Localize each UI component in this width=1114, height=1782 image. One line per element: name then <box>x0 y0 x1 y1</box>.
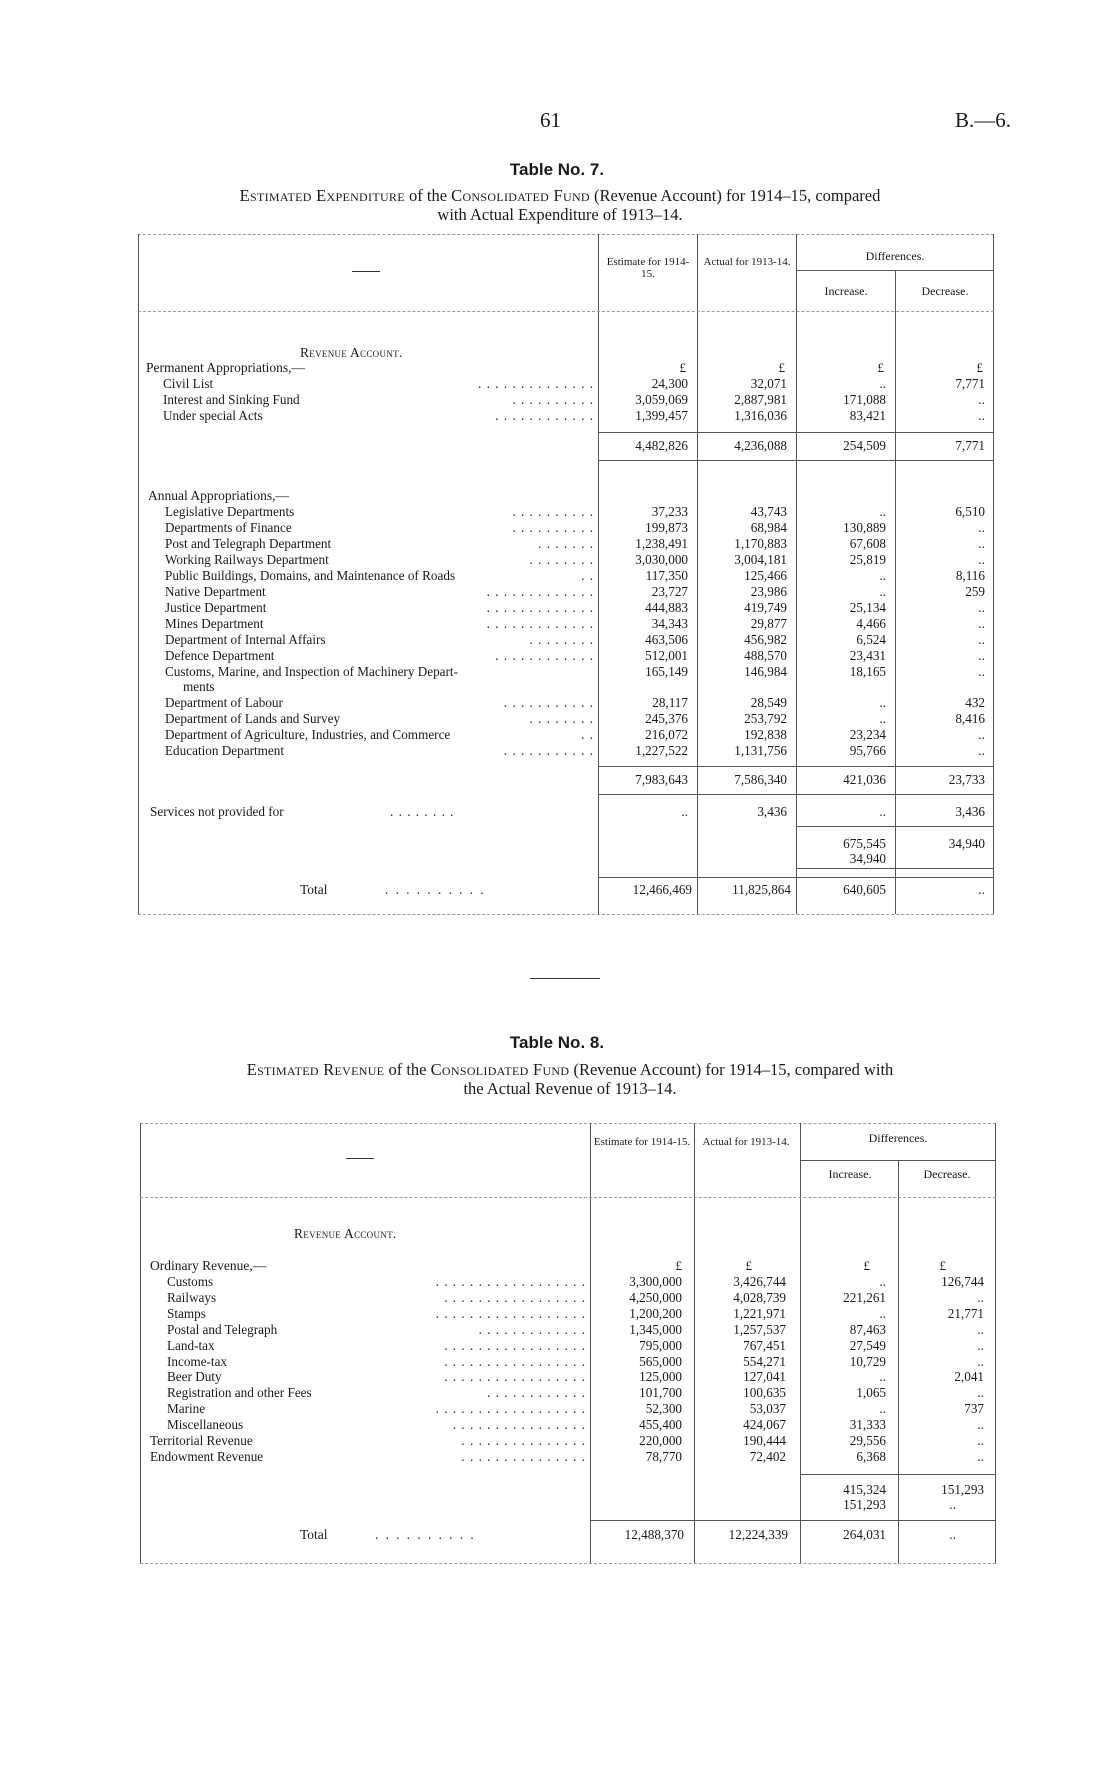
table7-annual-row-estimate: 34,343 <box>651 615 688 631</box>
table7-col-actual: Actual for 1913-14. <box>703 256 791 268</box>
table8-row-estimate: 795,000 <box>639 1337 682 1353</box>
table7-col-differences: Differences. <box>865 249 925 263</box>
table7-annual-row-decrease: .. <box>978 599 985 615</box>
table7-annual-row-dots: . . . . . . . . . . . . <box>495 647 594 663</box>
table7-total-decrease: .. <box>978 882 985 897</box>
table7-currency-estimate: £ <box>679 360 686 375</box>
table7-annual-row-decrease: .. <box>978 519 985 535</box>
table8-row-decrease: .. <box>977 1448 984 1464</box>
table7-annual-row-label: Defence Department <box>165 647 275 663</box>
table8-row-actual: 4,028,739 <box>733 1289 786 1305</box>
table7-annual-row-dots: . . <box>581 727 594 743</box>
table7-annual-row-actual: 29,877 <box>750 615 787 631</box>
table8-row-actual: 1,257,537 <box>733 1321 786 1337</box>
table7-desc-part1: Estimated Expenditure <box>239 186 405 205</box>
table7-annual-row-decrease: .. <box>978 743 985 759</box>
table7-annual-row-actual: 43,743 <box>750 504 787 519</box>
table8-row-dots: . . . . . . . . . . . . . . . . . <box>444 1353 586 1369</box>
table8-row-dots: . . . . . . . . . . . . . . . . . <box>444 1337 586 1353</box>
table8-row-decrease: .. <box>977 1385 984 1401</box>
table7-total-estimate: 12,466,469 <box>632 882 692 897</box>
table7-annual-row-actual: 146,984 <box>744 663 787 679</box>
table8-total-rule <box>590 1520 995 1521</box>
table8-row-estimate: 1,200,200 <box>629 1305 682 1321</box>
page-number: 61 <box>540 108 561 132</box>
table7-annual-row-decrease: 432 <box>965 695 985 711</box>
table7-annual-row-actual: 3,004,181 <box>734 551 787 567</box>
table8-row-dots: . . . . . . . . . . . . <box>487 1385 586 1401</box>
table7-annual-row-label: Departments of Finance <box>165 519 292 535</box>
table8-row-actual: 1,221,971 <box>733 1305 786 1321</box>
table7-perm-subtotal-estimate: 4,482,826 <box>635 438 688 453</box>
table7-annual-row-estimate: 216,072 <box>645 727 688 743</box>
table7-services-estimate: .. <box>681 804 688 819</box>
table7-perm-subtotal-increase: 254,509 <box>843 438 886 453</box>
table7-annual-row-label: ments <box>183 679 215 695</box>
table7-annual-row-dots: . . . . . . . . . . <box>512 504 594 519</box>
table7-annual-row-label: Department of Labour <box>165 695 283 711</box>
table8-row-estimate: 125,000 <box>639 1369 682 1385</box>
table7-total-dots: . . . . . . . . . . <box>385 882 486 897</box>
table8-row-estimate: 4,250,000 <box>629 1289 682 1305</box>
table7-annual-row-increase: 95,766 <box>849 743 886 759</box>
table8-row-increase: 6,368 <box>856 1448 886 1464</box>
table8-summary-decrease-1: 151,293 <box>941 1482 984 1497</box>
table8-section-heading: Revenue Account. <box>294 1226 397 1241</box>
table7-annual-row-decrease: .. <box>978 647 985 663</box>
table8-row-actual: 190,444 <box>743 1433 786 1448</box>
table7-annual-row-increase: .. <box>879 567 886 583</box>
table8-row-increase: 29,556 <box>849 1433 886 1448</box>
table8-row-decrease: 2,041 <box>954 1369 984 1385</box>
table7-annual-row-decrease: .. <box>978 727 985 743</box>
table7-annual-row-estimate: 1,227,522 <box>635 743 688 759</box>
table8-row-label: Beer Duty <box>167 1369 222 1385</box>
table8-row-label: Miscellaneous <box>167 1417 244 1433</box>
table7-currency-decrease: £ <box>976 360 983 375</box>
table7-perm-row-decrease: 7,771 <box>955 376 985 391</box>
table7-annual-row-increase: 23,234 <box>849 727 886 743</box>
table7-annual-row-actual: 1,131,756 <box>734 743 787 759</box>
table7-annual-row-label: Public Buildings, Domains, and Maintenance of Roads <box>165 567 456 583</box>
table8-row-label: Endowment Revenue <box>150 1448 264 1464</box>
table8-row-dots: . . . . . . . . . . . . . <box>478 1321 586 1337</box>
table8-total-dots: . . . . . . . . . . <box>375 1527 476 1542</box>
table7-annual-row-estimate: 23,727 <box>651 583 688 599</box>
table7-annual-row-label: Justice Department <box>165 599 267 615</box>
table8-row-actual: 100,635 <box>743 1385 786 1401</box>
table7-annual-row-estimate: 512,001 <box>645 647 688 663</box>
table7-annual-row-estimate: 1,238,491 <box>635 535 688 551</box>
table8-row-decrease: .. <box>977 1289 984 1305</box>
table8-col-increase: Increase. <box>828 1167 872 1181</box>
table8-row-label: Marine <box>167 1401 206 1417</box>
table8-row-actual: 127,041 <box>743 1369 786 1385</box>
table8-row-estimate: 3,300,000 <box>629 1274 682 1289</box>
table7-total-actual: 11,825,864 <box>732 882 791 897</box>
table7-annual-row-dots: . . . . . . . . <box>529 711 594 727</box>
table7-annual-row-increase: .. <box>879 504 886 519</box>
table7-annual-row-actual: 68,984 <box>750 519 787 535</box>
table7-perm-row-actual: 32,071 <box>750 376 787 391</box>
table8-row-estimate: 78,770 <box>645 1448 682 1464</box>
table8-row-dots: . . . . . . . . . . . . . . . . . . <box>435 1305 586 1321</box>
table8-total-label: Total <box>300 1527 328 1542</box>
table8-row-dots: . . . . . . . . . . . . . . . . . . <box>435 1274 586 1289</box>
table7-annual-row-dots: . . . . . . . . . . . . . <box>486 599 594 615</box>
table8-total-actual: 12,224,339 <box>728 1527 788 1542</box>
table8-col-actual: Actual for 1913-14. <box>702 1136 790 1148</box>
table8-col-sep-4 <box>898 1160 899 1563</box>
table8-total-estimate: 12,488,370 <box>624 1527 684 1542</box>
table7-annual-row-label: Post and Telegraph Department <box>165 535 332 551</box>
table7-annual-heading: Annual Appropriations,— <box>148 488 289 503</box>
table7-annual-row-increase: .. <box>879 711 886 727</box>
table7-summary-increase-1: 675,545 <box>843 836 886 851</box>
table7-perm-row-label: Civil List <box>163 376 214 391</box>
table8-row-decrease: 737 <box>964 1401 984 1417</box>
table7-annual-row-decrease: .. <box>978 615 985 631</box>
table8-total-increase: 264,031 <box>843 1527 886 1542</box>
table8-row-label: Customs <box>167 1274 214 1289</box>
table7-annual-row-actual: 192,838 <box>744 727 787 743</box>
table7-desc-part3: Consolidated Fund <box>451 186 590 205</box>
table7-annual-row-decrease: 259 <box>965 583 985 599</box>
table7-annual-row-actual: 253,792 <box>744 711 787 727</box>
table7-perm-row-dots: . . . . . . . . . . . . <box>495 408 594 423</box>
table8-col-decrease: Decrease. <box>923 1167 971 1181</box>
table7-annual-row-label: Mines Department <box>165 615 264 631</box>
table7-section-heading: Revenue Account. <box>300 345 403 360</box>
table8-row-estimate: 52,300 <box>645 1401 682 1417</box>
table7-annual-row-increase: 67,608 <box>849 535 886 551</box>
table7-annual-row-label: Native Department <box>165 583 266 599</box>
table8-row-increase: 221,261 <box>843 1289 886 1305</box>
table7-annual-row-increase: 4,466 <box>856 615 886 631</box>
table8-row-actual: 424,067 <box>743 1417 786 1433</box>
table8-row-label: Income-tax <box>167 1353 228 1369</box>
table8-row-actual: 3,426,744 <box>733 1274 786 1289</box>
table8-total-decrease: .. <box>949 1527 956 1542</box>
table8-right-border <box>995 1123 996 1563</box>
table7-total-increase: 640,605 <box>843 882 886 897</box>
table7-annual-row-decrease: .. <box>978 663 985 679</box>
table7-annual-row-decrease: 6,510 <box>955 504 985 519</box>
table7-annual-row-decrease: .. <box>978 535 985 551</box>
table7-annual-row-estimate: 463,506 <box>645 631 688 647</box>
table8-desc-part4: (Revenue Account) for 1914–15, compared with <box>569 1060 894 1079</box>
table8-row-increase: .. <box>879 1369 886 1385</box>
table8-currency-increase: £ <box>863 1258 870 1273</box>
table7-annual-subtotal-decrease: 23,733 <box>948 772 985 787</box>
table7-annual-row-actual: 28,549 <box>750 695 787 711</box>
table7-annual-row-estimate: 28,117 <box>652 695 688 711</box>
table8-row-decrease: 126,744 <box>941 1274 984 1289</box>
table8-desc-part3: Consolidated Fund <box>430 1060 570 1079</box>
table8-row-decrease: .. <box>977 1337 984 1353</box>
table8-desc-part1: Estimated Revenue <box>246 1060 385 1079</box>
table7-annual-row-increase: 130,889 <box>843 519 886 535</box>
table7-annual-row-increase: .. <box>879 583 886 599</box>
table7-services-increase: .. <box>879 804 886 819</box>
table7-services-dots: . . . . . . . . <box>390 804 455 819</box>
table7-annual-row-dots: . . . . . . . . <box>529 551 594 567</box>
table7-perm-row-increase: 83,421 <box>849 408 886 423</box>
table8-left-border <box>140 1123 141 1563</box>
table7-perm-row-increase: .. <box>879 376 886 391</box>
table8-col-sep-3 <box>800 1123 801 1563</box>
table8-row-label: Railways <box>167 1289 217 1305</box>
table8-row-actual: 554,271 <box>743 1353 786 1369</box>
table7-summary-increase-2: 34,940 <box>849 851 886 866</box>
table8-row-increase: .. <box>879 1274 886 1289</box>
table7-annual-subtotal-increase: 421,036 <box>843 772 886 787</box>
table7-col-increase: Increase. <box>824 284 868 298</box>
table7-annual-row-decrease: .. <box>978 551 985 567</box>
table7-annual-row-actual: 1,170,883 <box>734 535 787 551</box>
table7-annual-row-actual: 125,466 <box>744 567 787 583</box>
table8-row-dots: . . . . . . . . . . . . . . . . . . <box>435 1401 586 1417</box>
table7-annual-row-estimate: 37,233 <box>651 504 688 519</box>
table7-annual-row-dots: . . . . . . . . . . <box>512 519 594 535</box>
table8-row-increase: 87,463 <box>849 1321 886 1337</box>
table7-annual-row-dots: . . . . . . . <box>538 535 594 551</box>
table7-services-label: Services not provided for <box>150 804 284 819</box>
table8-row-decrease: .. <box>977 1353 984 1369</box>
table7-annual-subtotal-actual: 7,586,340 <box>734 772 787 787</box>
table7-annual-row-actual: 419,749 <box>744 599 787 615</box>
table8-summary-increase-2: 151,293 <box>843 1497 886 1512</box>
table7-perm-row-decrease: .. <box>978 392 985 407</box>
table7-annual-row-dots: . . <box>581 567 594 583</box>
table8-row-decrease: .. <box>977 1417 984 1433</box>
table7-annual-row-dots: . . . . . . . . . . . . . <box>486 583 594 599</box>
table8-row-label: Territorial Revenue <box>150 1433 253 1448</box>
table7-perm-row-decrease: .. <box>978 408 985 423</box>
table8-title: Table No. 8. <box>509 1033 605 1052</box>
table8-row-decrease: 21,771 <box>947 1305 984 1321</box>
table7-annual-row-estimate: 199,873 <box>645 519 688 535</box>
table8-row-increase: .. <box>879 1401 886 1417</box>
table7-perm-row-estimate: 3,059,069 <box>635 392 688 407</box>
table7-perm-row-estimate: 24,300 <box>651 376 688 391</box>
table7-annual-row-estimate: 117,350 <box>645 567 688 583</box>
table7-title: Table No. 7. <box>509 160 605 179</box>
table7-perm-row-increase: 171,088 <box>843 392 886 407</box>
table7-annual-row-label: Education Department <box>165 743 285 759</box>
table7-annual-row-increase: 25,134 <box>849 599 886 615</box>
table7-annual-row-increase: 23,431 <box>849 647 886 663</box>
table7-perm-row-estimate: 1,399,457 <box>635 408 688 423</box>
table8-summary-increase-1: 415,324 <box>843 1482 886 1497</box>
table7-annual-row-label: Legislative Departments <box>165 504 295 519</box>
table8-row-dots: . . . . . . . . . . . . . . . <box>461 1448 586 1464</box>
table7-summary-decrease-1: 34,940 <box>948 836 985 851</box>
table7-perm-row-label: Interest and Sinking Fund <box>163 392 300 407</box>
table7-annual-row-increase: .. <box>879 695 886 711</box>
table7-services-decrease: 3,436 <box>955 804 985 819</box>
table7-annual-row-actual: 488,570 <box>744 647 787 663</box>
table7-annual-row-label: Department of Lands and Survey <box>165 711 341 727</box>
table7-annual-row-actual: 456,982 <box>744 631 787 647</box>
table8-currency-decrease: £ <box>939 1258 946 1273</box>
table8-row-increase: 27,549 <box>849 1337 886 1353</box>
table8-row-decrease: .. <box>977 1433 984 1448</box>
table7-desc-part2: of the <box>404 186 452 205</box>
table8-row-actual: 72,402 <box>749 1448 786 1464</box>
table8-row-estimate: 455,400 <box>639 1417 682 1433</box>
table7-annual-row-increase: 6,524 <box>856 631 886 647</box>
table7-annual-row-decrease: 8,416 <box>955 711 985 727</box>
table7-annual-row-estimate: 245,376 <box>645 711 688 727</box>
table8-top-rule <box>140 1123 996 1124</box>
table7-desc-line2: with Actual Expenditure of 1913–14. <box>437 205 683 224</box>
table8-row-label: Postal and Telegraph <box>167 1321 278 1337</box>
table7-col-decrease: Decrease. <box>921 284 969 298</box>
table8-row-increase: .. <box>879 1305 886 1321</box>
table7-perm-row-dots: . . . . . . . . . . . . . . <box>477 376 594 391</box>
table8-row-dots: . . . . . . . . . . . . . . . . . <box>444 1289 586 1305</box>
table7-annual-row-decrease: 8,116 <box>955 567 985 583</box>
table8-row-label: Registration and other Fees <box>167 1385 312 1401</box>
table8-row-actual: 767,451 <box>743 1337 786 1353</box>
table8-bottom-rule <box>140 1563 996 1564</box>
document-reference: B.—6. <box>955 108 1012 132</box>
table8-desc-part2: of the <box>384 1060 431 1079</box>
table7-annual-row-dots: . . . . . . . . . . . <box>503 695 594 711</box>
table7-perm-row-dots: . . . . . . . . . . <box>512 392 594 407</box>
table7-annual-row-increase: 18,165 <box>849 663 886 679</box>
table8-row-dots: . . . . . . . . . . . . . . . . <box>452 1417 586 1433</box>
table7-perm-subtotal-actual: 4,236,088 <box>734 438 787 453</box>
table7-currency-actual: £ <box>778 360 785 375</box>
table8-row-estimate: 101,700 <box>639 1385 682 1401</box>
table8-row-dots: . . . . . . . . . . . . . . . . . <box>444 1369 586 1385</box>
table8-summary-rule <box>800 1474 995 1475</box>
table8-row-estimate: 565,000 <box>639 1353 682 1369</box>
table8-header-rule <box>140 1197 996 1198</box>
table7-permanent-heading: Permanent Appropriations,— <box>146 360 305 375</box>
table7-col-estimate: Estimate for 1914-15. <box>606 256 690 280</box>
table7-annual-row-estimate: 444,883 <box>645 599 688 615</box>
table8-row-increase: 1,065 <box>856 1385 886 1401</box>
table8-summary-decrease-2: .. <box>949 1497 956 1512</box>
table7-services-actual: 3,436 <box>757 804 787 819</box>
table8-col-sep-1 <box>590 1123 591 1563</box>
table7-annual-row-increase: 25,819 <box>849 551 886 567</box>
table7-annual-row-actual: 23,986 <box>750 583 787 599</box>
table8-row-decrease: .. <box>977 1321 984 1337</box>
table7-desc-part4: (Revenue Account) for 1914–15, compared <box>589 186 881 205</box>
table8-currency-actual: £ <box>745 1258 752 1273</box>
table8-row-label: Stamps <box>167 1305 206 1321</box>
table8-desc-line2: the Actual Revenue of 1913–14. <box>463 1079 677 1098</box>
table7-annual-row-dots: . . . . . . . . . . . <box>503 743 594 759</box>
table8-diff-rule <box>800 1160 995 1161</box>
table8-col-estimate: Estimate for 1914-15. <box>593 1136 691 1148</box>
table7-perm-subtotal-decrease: 7,771 <box>955 438 985 453</box>
table8-row-dots: . . . . . . . . . . . . . . . <box>461 1433 586 1448</box>
table7-annual-row-decrease: .. <box>978 631 985 647</box>
table8-row-increase: 10,729 <box>849 1353 886 1369</box>
table8-currency-estimate: £ <box>675 1258 682 1273</box>
table7-annual-row-dots: . . . . . . . . <box>529 631 594 647</box>
table8-header-dash <box>346 1158 374 1159</box>
table8-col-differences: Differences. <box>868 1131 928 1145</box>
table7-annual-subtotal-estimate: 7,983,643 <box>635 772 688 787</box>
table8-row-estimate: 220,000 <box>639 1433 682 1448</box>
table7-annual-row-label: Department of Agriculture, Industries, and Commerce <box>165 727 451 743</box>
table8-row-label: Land-tax <box>167 1337 215 1353</box>
table7-perm-row-actual: 2,887,981 <box>734 392 787 407</box>
table7-annual-row-label: Working Railways Department <box>165 551 329 567</box>
table7-annual-row-estimate: 165,149 <box>645 663 688 679</box>
table8-ordinary-heading: Ordinary Revenue,— <box>150 1258 267 1273</box>
table7-annual-row-estimate: 3,030,000 <box>635 551 688 567</box>
table7-perm-row-actual: 1,316,036 <box>734 408 787 423</box>
table8-col-sep-2 <box>694 1123 695 1563</box>
table7-annual-row-label: Department of Internal Affairs <box>165 631 326 647</box>
table7-perm-row-label: Under special Acts <box>163 408 263 423</box>
table7-total-label: Total <box>300 882 328 897</box>
table7-annual-row-dots: . . . . . . . . . . . . . <box>486 615 594 631</box>
table7-currency-increase: £ <box>877 360 884 375</box>
table8-row-estimate: 1,345,000 <box>629 1321 682 1337</box>
table8-row-actual: 53,037 <box>749 1401 786 1417</box>
table7-annual-row-label: Customs, Marine, and Inspection of Machinery Depart- <box>165 663 458 679</box>
table8-row-increase: 31,333 <box>849 1417 886 1433</box>
